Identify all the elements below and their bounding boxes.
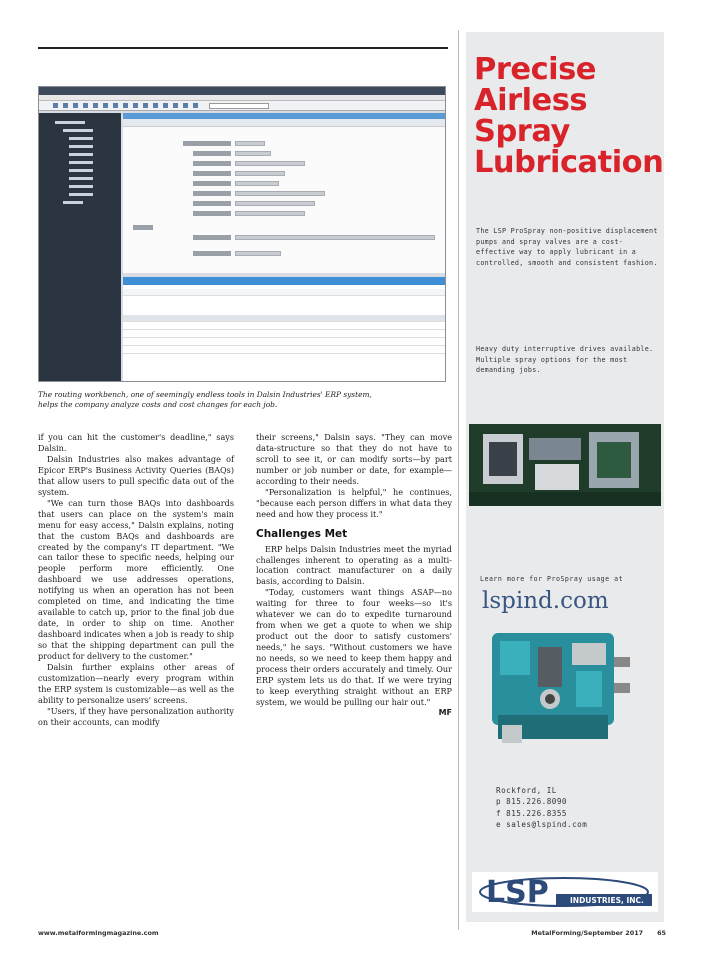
svg-text:INDUSTRIES, INC.: INDUSTRIES, INC. bbox=[570, 896, 644, 905]
spray-equipment-photo bbox=[469, 424, 661, 506]
contact-fax: f 815.226.8355 bbox=[496, 808, 568, 818]
ad-learn-more: Learn more for ProSpray usage at bbox=[480, 575, 624, 583]
ad-headline: Precise Airless Spray Lubrication bbox=[474, 52, 664, 180]
svg-text:LSP: LSP bbox=[486, 875, 549, 910]
lsp-logo bbox=[472, 872, 658, 912]
article-column-1 bbox=[38, 432, 234, 728]
figure-caption: The routing workbench, one of seemingly endless tools in Dalsin Industries' ERP system, helps the company analyze costs and cost changes for each job. bbox=[38, 390, 372, 409]
contact-phone: p 815.226.8090 bbox=[496, 797, 568, 807]
screenshot-nav-tree bbox=[39, 113, 121, 382]
paragraph: "Users, if they have personalization authority on their accounts, can modify bbox=[38, 705, 234, 727]
page-number: 65 bbox=[657, 929, 666, 937]
ad-body-text: The LSP ProSpray non-positive displacement pumps and spray valves are a cost-effective way to apply lubricant in a controlled, smooth and consistent fashion. bbox=[476, 227, 658, 267]
pump-illustration bbox=[488, 627, 636, 753]
paragraph: Dalsin further explains other areas of customization—nearly every program within the ERP system is customizable—as well as the ability to personalize users' screens. bbox=[38, 662, 234, 705]
screenshot-form bbox=[123, 113, 446, 273]
footer-website: www.metalformingmagazine.com bbox=[38, 929, 159, 937]
paragraph: ERP helps Dalsin Industries meet the myriad challenges inherent to operating as a multi-location contract manufacturer on a daily basis, according to Dalsin. bbox=[256, 543, 452, 587]
paragraph: their screens," Dalsin says. "They can move data-structure so that they do not have to scroll to see it, or can modify sorts—by part number or job number or date, for example—according to their needs. bbox=[256, 432, 452, 486]
screenshot-toolbar bbox=[39, 101, 445, 111]
screenshot-titlebar bbox=[39, 87, 445, 95]
section-heading: Challenges Met bbox=[256, 527, 348, 540]
contact-email: e sales@lspind.com bbox=[496, 820, 588, 830]
article-column-2 bbox=[256, 432, 452, 719]
column-divider bbox=[458, 30, 459, 930]
paragraph: "Personalization is helpful," he continues, "because each person differs in what data they need and how they process it." bbox=[256, 486, 452, 519]
contact-location: Rockford, IL bbox=[496, 786, 557, 795]
ad-url[interactable]: lspind.com bbox=[482, 588, 609, 614]
screenshot-grid bbox=[123, 285, 446, 382]
paragraph: "Today, customers want things ASAP—no waiting for three to four weeks—so it's whatever we can do to expedite turnaround from when we get a quote to when we ship product out the door to satisfy customers' needs," he says. "Without customers we have no needs, so we need to keep them happy and process their orders accurately and timely. Our ERP system lets us do that. If we were trying to keep everything straight without an ERP system, we would be pulling our hair out." MF bbox=[256, 587, 452, 717]
screenshot-grid-header bbox=[123, 277, 446, 285]
end-mark: MF bbox=[438, 707, 452, 717]
paragraph: if you can hit the customer's deadline," says Dalsin. bbox=[38, 432, 234, 453]
lsp-advertisement bbox=[466, 32, 664, 922]
paragraph: Dalsin Industries also makes advantage of Epicor ERP's Business Activity Queries (BAQs) that allow users to pull specific data out of the system. bbox=[38, 453, 234, 497]
erp-screenshot-figure bbox=[38, 86, 446, 382]
paragraph: "We can turn those BAQs into dashboards that users can place on the system's main menu for easy access," Dalsin explains, noting that the custom BAQs and dashboards are created by the company's IT department. "We can tailor these to specific needs, helping our people perform more efficiently. One dashboard we use addresses operations, notifying us when an operation has not been completed on time, and indicating the time available to catch up, prior to the final job due date, in order to ship on time. Another dashboard indicates when a job is ready to ship so that the shipping department can pull the product for delivery to the customer." bbox=[38, 497, 234, 662]
footer-issue: MetalForming/September 2017 65 bbox=[531, 929, 666, 937]
ad-body-text-2: Heavy duty interruptive drives available. Multiple spray options for the most demanding jobs. bbox=[476, 345, 654, 375]
ad-contact-info bbox=[496, 785, 587, 831]
top-rule bbox=[38, 47, 448, 49]
